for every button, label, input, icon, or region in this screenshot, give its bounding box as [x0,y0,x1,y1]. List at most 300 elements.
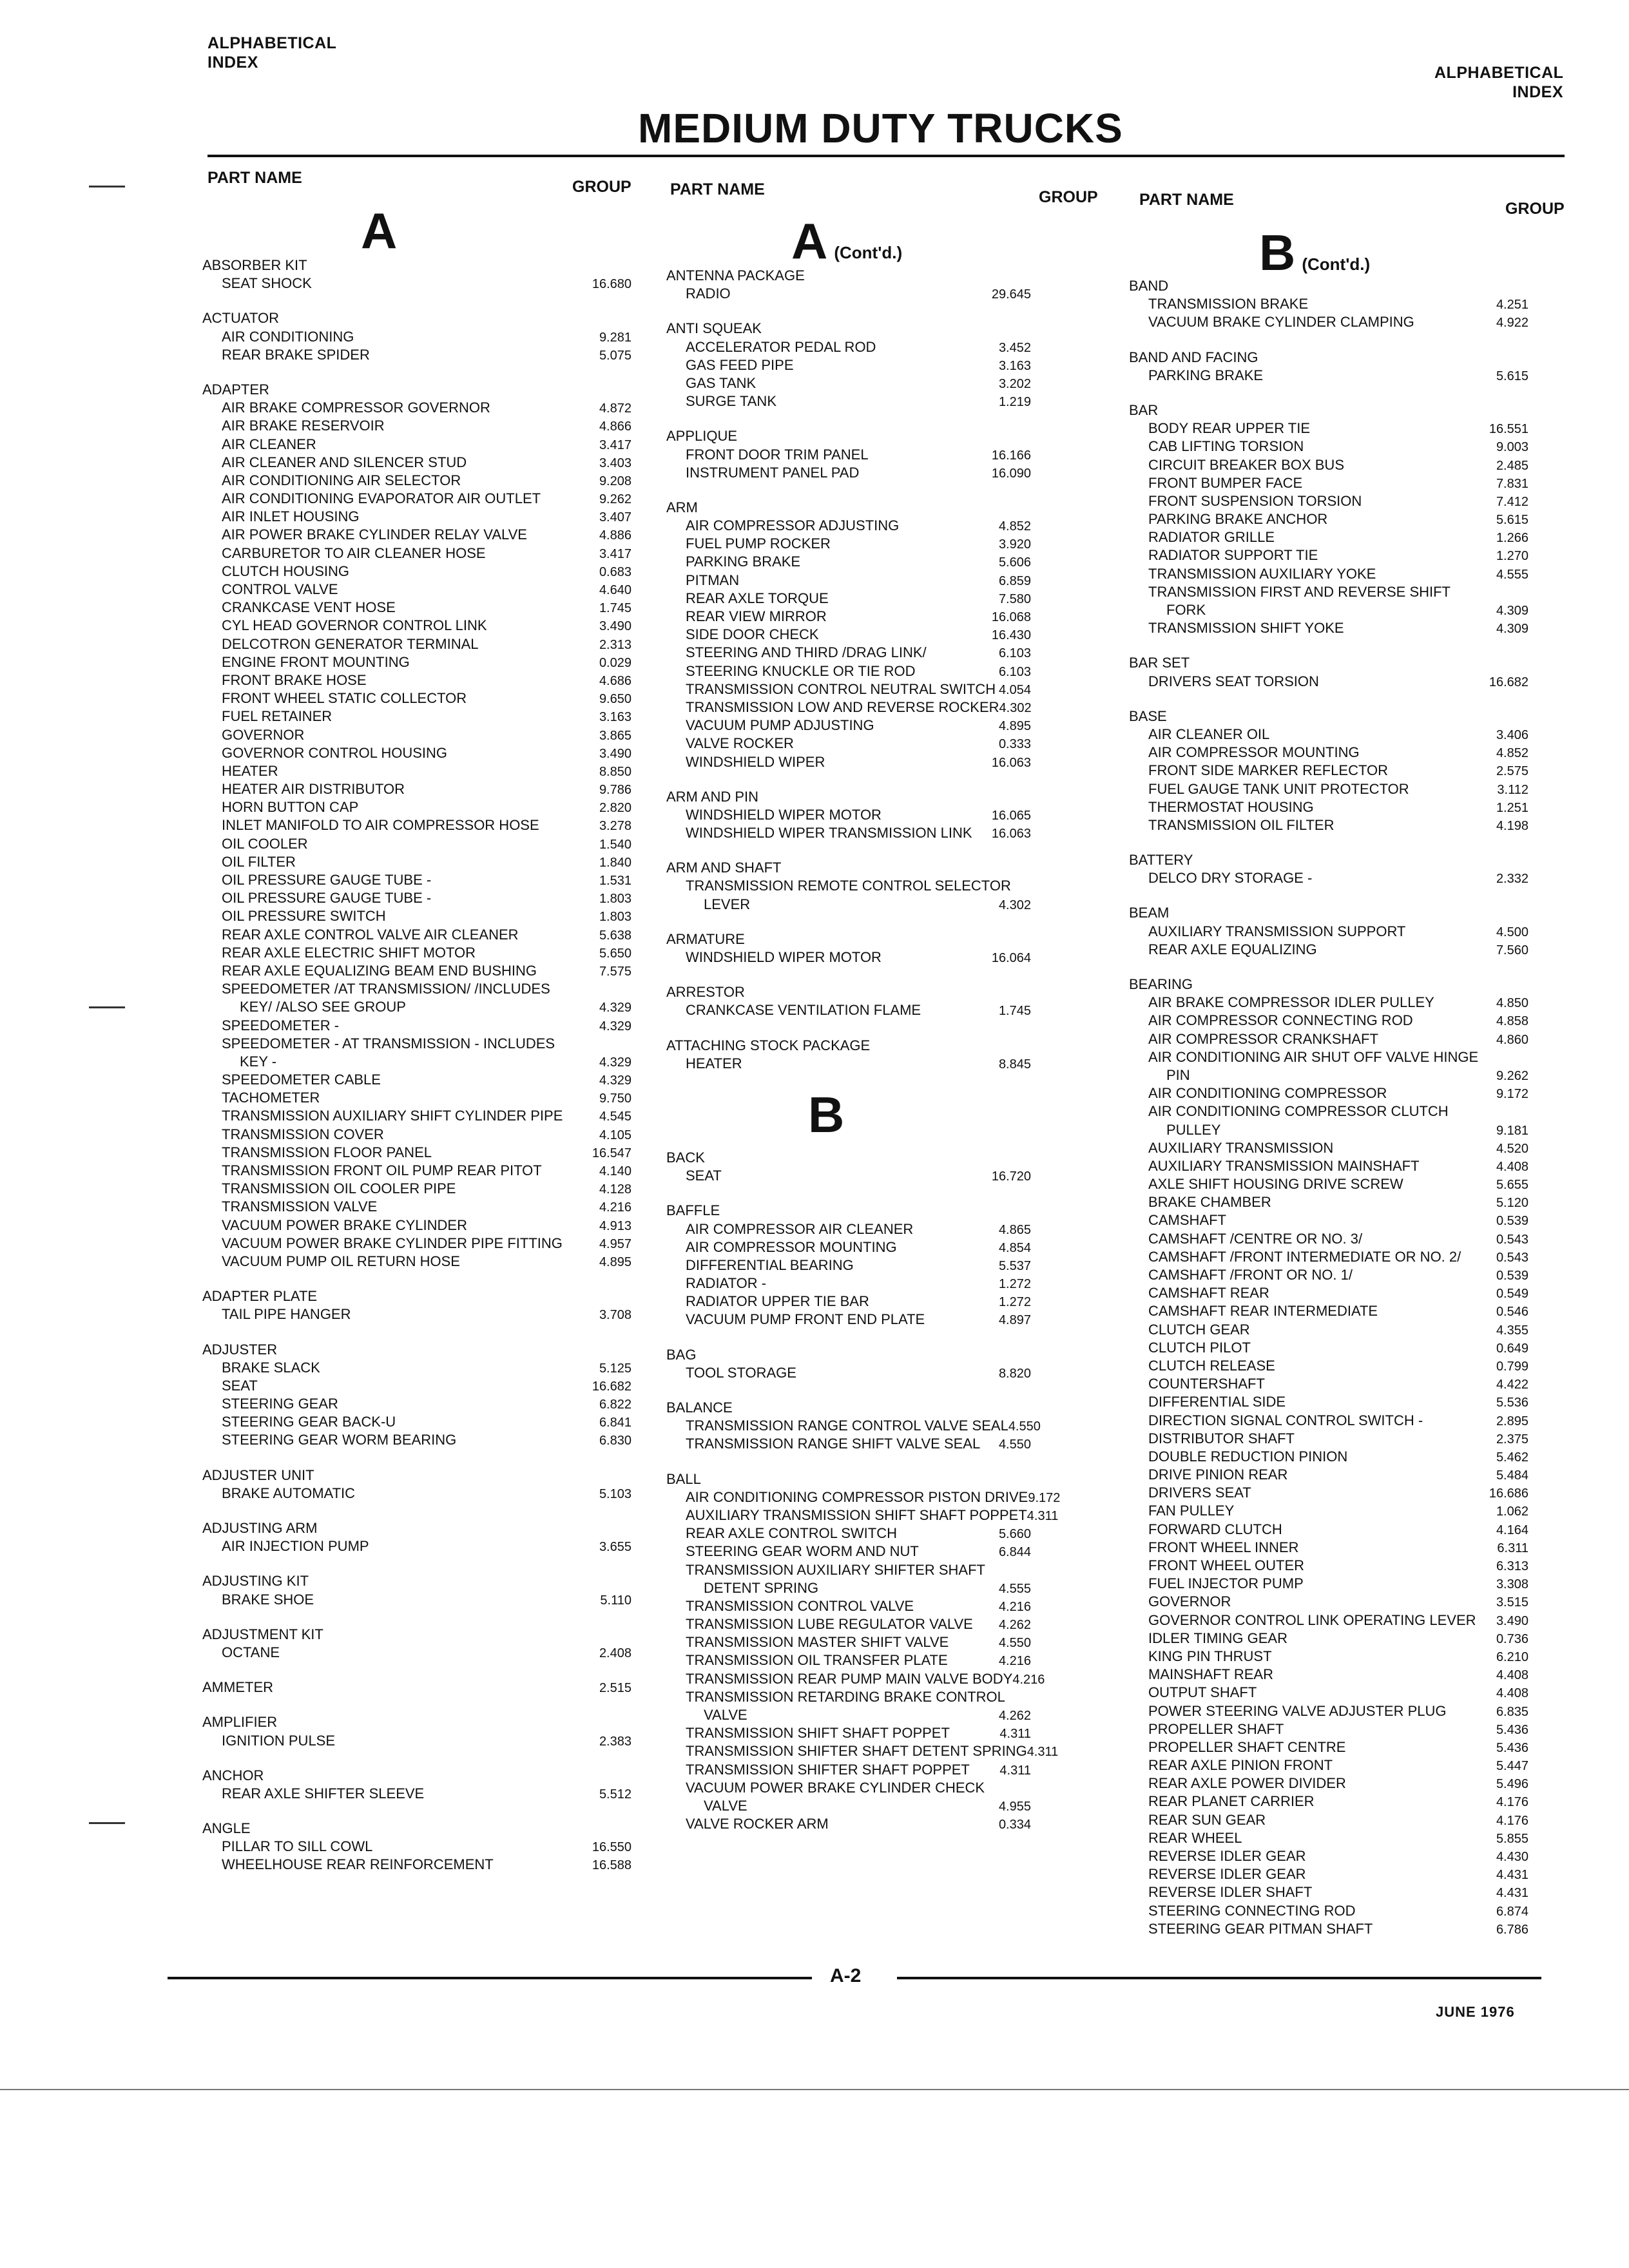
group-number: 16.547 [592,1146,631,1160]
group-number: 0.799 [1496,1359,1528,1374]
group-number: 6.859 [998,573,1031,588]
index-entry-row [1129,295,1528,313]
group-number: 3.417 [599,546,631,561]
group-number: 4.555 [998,1581,1031,1596]
part-name: AMPLIFIER [202,1714,278,1731]
part-name: AIR CLEANER OIL [1148,726,1270,742]
part-name: ARM AND PIN [666,788,759,805]
part-name: VACUUM BRAKE CYLINDER CLAMPING [1148,314,1414,331]
part-name: THERMOSTAT HOUSING [1148,798,1314,815]
part-name: FUEL PUMP ROCKER [686,535,831,552]
index-entry-row [202,544,631,562]
index-entry-row [666,1615,1031,1633]
index-entry-row [666,1724,1031,1742]
part-name: ADAPTER [202,381,269,398]
part-name: AUXILIARY TRANSMISSION SUPPORT [1148,923,1406,939]
part-name: STEERING AND THIRD /DRAG LINK/ [686,644,927,661]
index-heading-row [202,309,631,327]
index-entry-row [202,328,631,346]
index-heading-row [666,859,1031,877]
part-name: SEAT [222,1377,258,1394]
index-entry-row [202,617,631,635]
index-entry-row [666,877,1031,895]
group-number: 4.955 [998,1799,1031,1814]
index-entry-row [666,1417,1041,1435]
part-name: WINDSHIELD WIPER MOTOR [686,806,882,823]
group-number: 16.550 [592,1840,631,1855]
part-name: TRANSMISSION SHIFT YOKE [1148,620,1344,637]
part-name: AUXILIARY TRANSMISSION SHIFT SHAFT POPPET [686,1506,1027,1523]
top-left-section-label [207,34,336,72]
col2-part-name-header: PART NAME [670,180,765,198]
index-entry-row [202,399,631,417]
group-number: 1.062 [1496,1504,1528,1519]
group-number: 3.490 [599,746,631,761]
part-name: GOVERNOR [1148,1593,1231,1610]
entry-spacer [666,914,1031,930]
group-number: 8.845 [998,1057,1031,1072]
index-entry-row [1129,762,1528,780]
group-number: 4.431 [1496,1886,1528,1901]
index-entry-row [1129,816,1528,834]
part-name: WINDSHIELD WIPER [686,753,825,770]
index-entry-row [202,871,631,889]
index-entry-row [666,1435,1031,1453]
group-number: 4.897 [998,1313,1031,1328]
part-name: AIR BRAKE RESERVOIR [222,418,385,434]
group-number: 5.484 [1496,1468,1528,1483]
index-entry-row [1129,546,1528,564]
page-number: A-2 [830,1965,862,1986]
index-entry-row [666,824,1031,842]
group-number: 4.550 [998,1437,1031,1452]
group-number: 1.745 [599,601,631,616]
part-name: TRANSMISSION AUXILIARY SHIFTER SHAFT [686,1561,985,1578]
entry-spacer [666,1185,1031,1202]
index-entry-row [1129,1266,1528,1284]
index-entry-row [666,1651,1031,1669]
group-number: 3.490 [1496,1613,1528,1628]
index-entry-row [202,562,631,581]
group-number: 6.210 [1496,1649,1528,1664]
part-name: CAMSHAFT REAR [1148,1285,1269,1302]
group-number: 4.329 [599,1001,631,1015]
part-name: WHEELHOUSE REAR REINFORCEMENT [222,1856,494,1873]
part-name: WINDSHIELD WIPER MOTOR [686,949,882,965]
group-number: 6.830 [599,1434,631,1448]
scan-edge-line [0,2089,1629,2090]
index-heading-row [1129,975,1528,994]
group-number: 4.311 [999,1763,1031,1778]
index-entry-row [202,1216,631,1235]
part-name: FRONT DOOR TRIM PANEL [686,446,869,463]
entry-spacer [202,293,631,309]
part-name: AIR COMPRESSOR AIR CLEANER [686,1220,914,1237]
group-number: 16.068 [991,610,1031,624]
group-number: 4.500 [1496,925,1528,939]
part-name: SPEEDOMETER - AT TRANSMISSION - INCLUDES [222,1035,555,1052]
group-number: 5.447 [1496,1759,1528,1774]
group-number: 5.462 [1496,1450,1528,1465]
index-entry-row [1129,1792,1528,1811]
group-number: 2.375 [1496,1432,1528,1446]
index-heading-row [1129,277,1528,295]
index-heading-row [666,930,1031,948]
index-entry-row [666,1706,1031,1724]
part-name: SEAT SHOCK [222,275,312,292]
group-number: 8.820 [998,1366,1031,1381]
group-number: 1.272 [998,1295,1031,1310]
part-name: VALVE [704,1797,747,1814]
index-entry-row [202,1413,631,1431]
index-entry-row [666,662,1031,680]
part-name: VACUUM PUMP ADJUSTING [686,717,874,734]
group-number: 5.075 [599,348,631,363]
part-name: AIR COMPRESSOR MOUNTING [686,1238,897,1255]
part-name: POWER STEERING VALVE ADJUSTER PLUG [1148,1702,1447,1719]
index-entry-row [666,338,1031,356]
index-entry-row [202,1644,631,1662]
index-entry-row [1129,1284,1528,1302]
group-number: 3.406 [1496,727,1528,742]
group-number: 3.407 [599,510,631,525]
part-name: STEERING GEAR WORM AND NUT [686,1543,919,1560]
group-number: 3.655 [599,1540,631,1555]
part-name: BRAKE SLACK [222,1359,320,1376]
group-number: 4.922 [1496,316,1528,331]
index-entry-row [666,1274,1031,1293]
group-number: 4.430 [1496,1850,1528,1864]
index-entry-row [1129,1139,1528,1157]
part-name: TRANSMISSION COVER [222,1126,384,1142]
section-label-line2: INDEX [1512,83,1563,101]
part-name: ATTACHING STOCK PACKAGE [666,1037,871,1053]
part-name: CAMSHAFT /FRONT INTERMEDIATE OR NO. 2/ [1148,1248,1461,1265]
index-heading-row [1129,349,1528,367]
group-number: 16.064 [991,951,1031,965]
part-name: GOVERNOR CONTROL HOUSING [222,744,447,761]
group-number: 4.422 [1496,1378,1528,1392]
group-number: 4.408 [1496,1159,1528,1174]
group-number: 4.408 [1496,1686,1528,1701]
part-name: FUEL RETAINER [222,708,333,725]
index-heading-row [666,320,1031,338]
part-name: CLUTCH PILOT [1148,1339,1251,1356]
group-number: 1.840 [599,855,631,870]
index-entry-row [666,374,1031,392]
part-name: DIRECTION SIGNAL CONTROL SWITCH - [1148,1412,1423,1428]
group-number: 6.786 [1496,1922,1528,1937]
group-number: 9.262 [1496,1068,1528,1083]
index-heading-row [666,267,1031,285]
entry-spacer [666,966,1031,983]
index-heading-row [666,1202,1031,1220]
index-entry-row [202,472,631,490]
entry-spacer [1129,637,1528,654]
index-entry-row [1129,419,1528,437]
contd-label: (Cont'd.) [1302,255,1371,274]
part-name: LEVER [704,896,751,912]
index-entry-row [1129,1230,1528,1248]
index-entry-row [1129,1121,1528,1139]
group-number: 4.216 [998,1599,1031,1614]
group-number: 16.680 [592,277,631,292]
group-number: 5.537 [998,1258,1031,1273]
part-name: ANGLE [202,1820,251,1837]
part-name: INSTRUMENT PANEL PAD [686,464,860,481]
index-entry-row [1129,1865,1528,1883]
part-name: RADIATOR UPPER TIE BAR [686,1293,869,1310]
part-name: PARKING BRAKE [686,553,801,570]
index-entry-row [1129,869,1528,887]
group-number: 1.531 [599,874,631,888]
part-name: DELCOTRON GENERATOR TERMINAL [222,635,479,652]
section-letter: A [791,213,828,269]
entry-spacer [666,1454,1031,1470]
index-entry-row [1129,1502,1528,1520]
entry-spacer [666,771,1031,788]
part-name: DETENT SPRING [704,1579,819,1596]
group-number: 16.682 [592,1379,631,1394]
footer-rule-right [897,1977,1541,1979]
entry-spacer [202,364,631,381]
index-entry-row [202,998,631,1016]
index-entry-row [202,1253,631,1271]
group-number: 4.164 [1496,1523,1528,1537]
part-name: PIN [1166,1066,1190,1083]
entry-spacer [202,1803,631,1820]
index-entry-row [1129,1175,1528,1193]
part-name: FORWARD CLUTCH [1148,1521,1282,1537]
part-name: OIL PRESSURE GAUGE TUBE - [222,890,432,907]
group-number: 3.708 [599,1308,631,1323]
group-number: 3.308 [1496,1577,1528,1592]
margin-mark [89,1006,125,1008]
index-entry-row [202,816,631,834]
part-name: REAR PLANET CARRIER [1148,1793,1315,1810]
part-name: DISTRIBUTOR SHAFT [1148,1430,1295,1446]
group-number: 5.655 [1496,1178,1528,1193]
index-entry-row [1129,1557,1528,1575]
index-entry-row [202,346,631,364]
part-name: INLET MANIFOLD TO AIR COMPRESSOR HOSE [222,817,539,834]
part-name: COUNTERSHAFT [1148,1376,1265,1392]
index-entry-row [1129,1393,1528,1411]
index-column-2 [666,267,1061,1833]
index-entry-row [1129,1702,1528,1720]
part-name: CLUTCH RELEASE [1148,1357,1275,1374]
part-name: CARBURETOR TO AIR CLEANER HOSE [222,544,486,561]
group-number: 2.485 [1496,458,1528,473]
part-name: SURGE TANK [686,393,776,410]
group-number: 9.262 [599,492,631,507]
entry-spacer [1129,691,1528,707]
index-entry-row [202,1537,631,1555]
group-number: 0.543 [1496,1232,1528,1247]
index-heading-row [202,1519,631,1537]
index-entry-row [666,1001,1031,1019]
group-number: 6.835 [1496,1704,1528,1719]
entry-spacer [1129,385,1528,401]
part-name: TRANSMISSION CONTROL NEUTRAL SWITCH [686,680,996,697]
part-name: TRANSMISSION SHIFTER SHAFT DETENT SPRING [686,1743,1027,1760]
index-entry-row [202,1305,631,1323]
index-column-3 [1129,277,1528,1938]
index-entry-row [1129,492,1528,510]
entry-spacer [202,1271,631,1287]
index-entry-row [666,517,1031,535]
part-name: RADIO [686,285,731,302]
entry-spacer [666,1020,1031,1037]
part-name: AIR BRAKE COMPRESSOR IDLER PULLEY [1148,994,1434,1011]
part-name: ADJUSTMENT KIT [202,1626,323,1642]
part-name: TRANSMISSION RETARDING BRAKE CONTROL [686,1688,1005,1705]
section-label-line1: ALPHABETICAL [207,34,337,52]
part-name: SPEEDOMETER CABLE [222,1072,381,1088]
group-number: 4.545 [599,1110,631,1124]
index-entry-row [202,1431,631,1449]
group-number: 4.520 [1496,1141,1528,1156]
part-name: BAND AND FACING [1129,349,1258,365]
index-heading-row [666,1399,1031,1417]
group-number: 4.872 [599,401,631,416]
group-number: 3.865 [599,728,631,743]
group-number: 1.540 [599,837,631,852]
group-number: 0.683 [599,564,631,579]
index-entry-row [202,707,631,726]
index-heading-row [202,1341,631,1359]
index-heading-row [666,427,1031,445]
part-name: TRANSMISSION MASTER SHIFT VALVE [686,1634,949,1651]
group-number: 4.262 [998,1709,1031,1723]
index-heading-row [202,256,631,274]
index-entry-row [666,1670,1045,1688]
group-number: 0.539 [1496,1269,1528,1283]
part-name: OUTPUT SHAFT [1148,1684,1257,1701]
index-entry-row [666,1597,1031,1615]
index-entry-row [1129,1012,1528,1030]
group-number: 5.660 [998,1527,1031,1542]
index-heading-row [202,1678,631,1696]
index-entry-row [202,798,631,816]
part-name: ACTUATOR [202,310,279,327]
group-number: 6.103 [998,646,1031,661]
index-entry-row [1129,1756,1528,1774]
index-entry-row [202,835,631,853]
group-number: 5.615 [1496,513,1528,528]
entry-spacer [666,410,1031,427]
part-name: CYL HEAD GOVERNOR CONTROL LINK [222,617,487,634]
part-name: BAR [1129,401,1159,418]
group-number: 5.436 [1496,1740,1528,1755]
col3-part-name-header: PART NAME [1139,191,1234,209]
part-name: AMMETER [202,1679,273,1696]
index-entry-row [202,1785,631,1803]
part-name: OIL PRESSURE GAUGE TUBE - [222,872,432,888]
index-entry-row [1129,994,1528,1012]
group-number: 2.820 [599,801,631,816]
group-number: 4.329 [599,1073,631,1088]
group-number: 16.686 [1489,1486,1528,1501]
index-entry-row [202,726,631,744]
index-entry-row [202,599,631,617]
part-name: BACK [666,1149,705,1166]
section-letter-a: A [361,202,398,259]
part-name: AIR COMPRESSOR CONNECTING ROD [1148,1012,1413,1029]
index-entry-row [1129,1084,1528,1102]
part-name: RADIATOR GRILLE [1148,529,1275,546]
part-name: CAMSHAFT /CENTRE OR NO. 3/ [1148,1230,1363,1247]
entry-spacer [202,1662,631,1678]
group-number: 3.163 [599,710,631,725]
entry-spacer [1129,834,1528,851]
group-number: 4.431 [1496,1868,1528,1883]
index-entry-row [666,698,1031,716]
part-name: REAR AXLE SHIFTER SLEEVE [222,1785,425,1802]
part-name: CONTROL VALVE [222,581,338,597]
group-number: 0.333 [998,737,1031,752]
group-number: 4.311 [1027,1508,1059,1523]
top-right-section-label [1434,63,1563,102]
part-name: AIR INJECTION PUMP [222,1538,369,1555]
group-number: 4.198 [1496,818,1528,833]
index-entry-row [202,454,631,472]
part-name: BALANCE [666,1399,733,1416]
footer-rule-left [168,1977,812,1979]
part-name: HORN BUTTON CAP [222,799,359,816]
index-entry-row [1129,1157,1528,1175]
part-name: FRONT WHEEL STATIC COLLECTOR [222,690,467,707]
part-name: BAND [1129,278,1169,294]
group-number: 0.543 [1496,1250,1528,1265]
part-name: FRONT SUSPENSION TORSION [1148,492,1362,509]
part-name: ADJUSTER UNIT [202,1466,314,1483]
group-number: 4.852 [998,519,1031,534]
entry-spacer [1129,332,1528,349]
group-number: 4.302 [998,898,1031,912]
col3-group-header: GROUP [1505,200,1565,218]
part-name: TRANSMISSION OIL COOLER PIPE [222,1180,456,1197]
group-number: 4.860 [1496,1032,1528,1047]
part-name: REAR AXLE CONTROL SWITCH [686,1525,898,1542]
part-name: PARKING BRAKE ANCHOR [1148,511,1328,528]
index-entry-row [1129,367,1528,385]
index-entry-row [1129,1193,1528,1211]
entry-spacer [202,1555,631,1572]
group-number: 6.103 [998,664,1031,679]
index-entry-row [1129,1902,1528,1920]
group-number: 1.270 [1496,549,1528,564]
index-entry-row [202,274,631,293]
group-number: 3.163 [998,358,1031,373]
group-number: 1.803 [599,910,631,925]
index-entry-row [1129,1321,1528,1339]
col1-group-header: GROUP [572,178,631,196]
part-name: TRANSMISSION REAR PUMP MAIN VALVE BODY [686,1670,1013,1687]
index-entry-row [1129,1211,1528,1229]
section-label-line1: ALPHABETICAL [1434,64,1564,82]
group-number: 16.682 [1489,675,1528,689]
index-entry-row [1129,1430,1528,1448]
part-name: STEERING GEAR PITMAN SHAFT [1148,1920,1373,1937]
group-number: 5.110 [600,1593,631,1608]
part-name: REVERSE IDLER SHAFT [1148,1884,1313,1901]
part-name: GOVERNOR CONTROL LINK OPERATING LEVER [1148,1611,1476,1628]
group-number: 2.383 [599,1734,631,1749]
index-entry-row [202,1395,631,1413]
index-entry-row [666,1542,1031,1561]
part-name: AXLE SHIFT HOUSING DRIVE SCREW [1148,1176,1403,1193]
